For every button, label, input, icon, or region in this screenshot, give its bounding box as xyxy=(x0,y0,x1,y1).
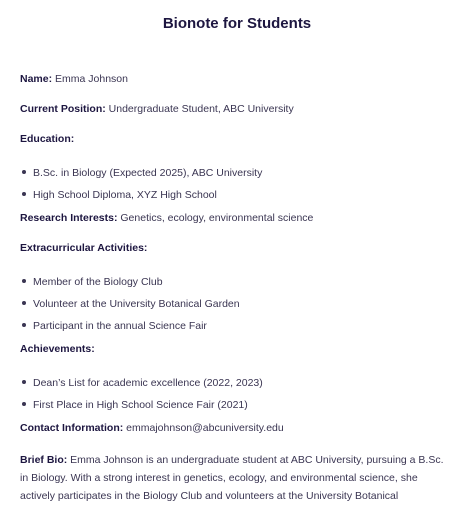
achievements-item-text: Dean’s List for academic excellence (2022, 2023) xyxy=(33,377,263,389)
research-label: Research Interests: xyxy=(20,212,118,224)
achievements-heading xyxy=(20,342,95,356)
bullet-dot xyxy=(22,301,26,305)
education-item xyxy=(20,188,217,202)
extracurricular-heading xyxy=(20,241,147,255)
page-title: Bionote for Students xyxy=(162,15,312,32)
education-item-text: High School Diploma, XYZ High School xyxy=(33,189,217,201)
extracurricular-item-text: Participant in the annual Science Fair xyxy=(33,320,207,332)
education-item xyxy=(20,166,262,180)
extracurricular-item xyxy=(20,319,207,333)
bullet-dot xyxy=(22,402,26,406)
name-row xyxy=(20,72,128,86)
education-heading xyxy=(20,132,74,146)
position-value: Undergraduate Student, ABC University xyxy=(108,103,294,115)
bio-paragraph xyxy=(20,451,448,505)
education-item-text: B.Sc. in Biology (Expected 2025), ABC University xyxy=(33,167,263,179)
contact-row xyxy=(20,421,284,435)
extracurricular-item xyxy=(20,297,240,311)
extracurricular-label: Extracurricular Activities: xyxy=(20,242,148,254)
bio-label: Brief Bio: xyxy=(20,454,68,466)
contact-email: emmajohnson@abcuniversity.edu xyxy=(126,422,284,434)
bullet-dot xyxy=(22,380,26,384)
bullet-dot xyxy=(22,279,26,283)
bio-text: Emma Johnson is an undergraduate student at ABC University, pursuing a B.Sc. in Biology. With a strong interest in genetics, ecology, and environmental science, she actively participates in the Biology Club and volunteers at the University Botanical xyxy=(20,454,444,502)
achievements-item xyxy=(20,398,248,412)
name-value: Emma Johnson xyxy=(55,73,128,85)
contact-label: Contact Information: xyxy=(20,422,124,434)
position-label: Current Position: xyxy=(20,103,106,115)
extracurricular-item-text: Volunteer at the University Botanical Garden xyxy=(33,298,240,310)
research-value: Genetics, ecology, environmental science xyxy=(120,212,314,224)
position-row xyxy=(20,102,294,116)
extracurricular-item-text: Member of the Biology Club xyxy=(33,276,163,288)
achievements-item xyxy=(20,376,263,390)
education-label: Education: xyxy=(20,133,75,145)
extracurricular-item xyxy=(20,275,163,289)
bullet-dot xyxy=(22,192,26,196)
achievements-label: Achievements: xyxy=(20,343,95,355)
bullet-dot xyxy=(22,323,26,327)
name-label: Name: xyxy=(20,73,53,85)
research-row xyxy=(20,211,313,225)
bullet-dot xyxy=(22,170,26,174)
achievements-item-text: First Place in High School Science Fair (2021) xyxy=(33,399,248,411)
